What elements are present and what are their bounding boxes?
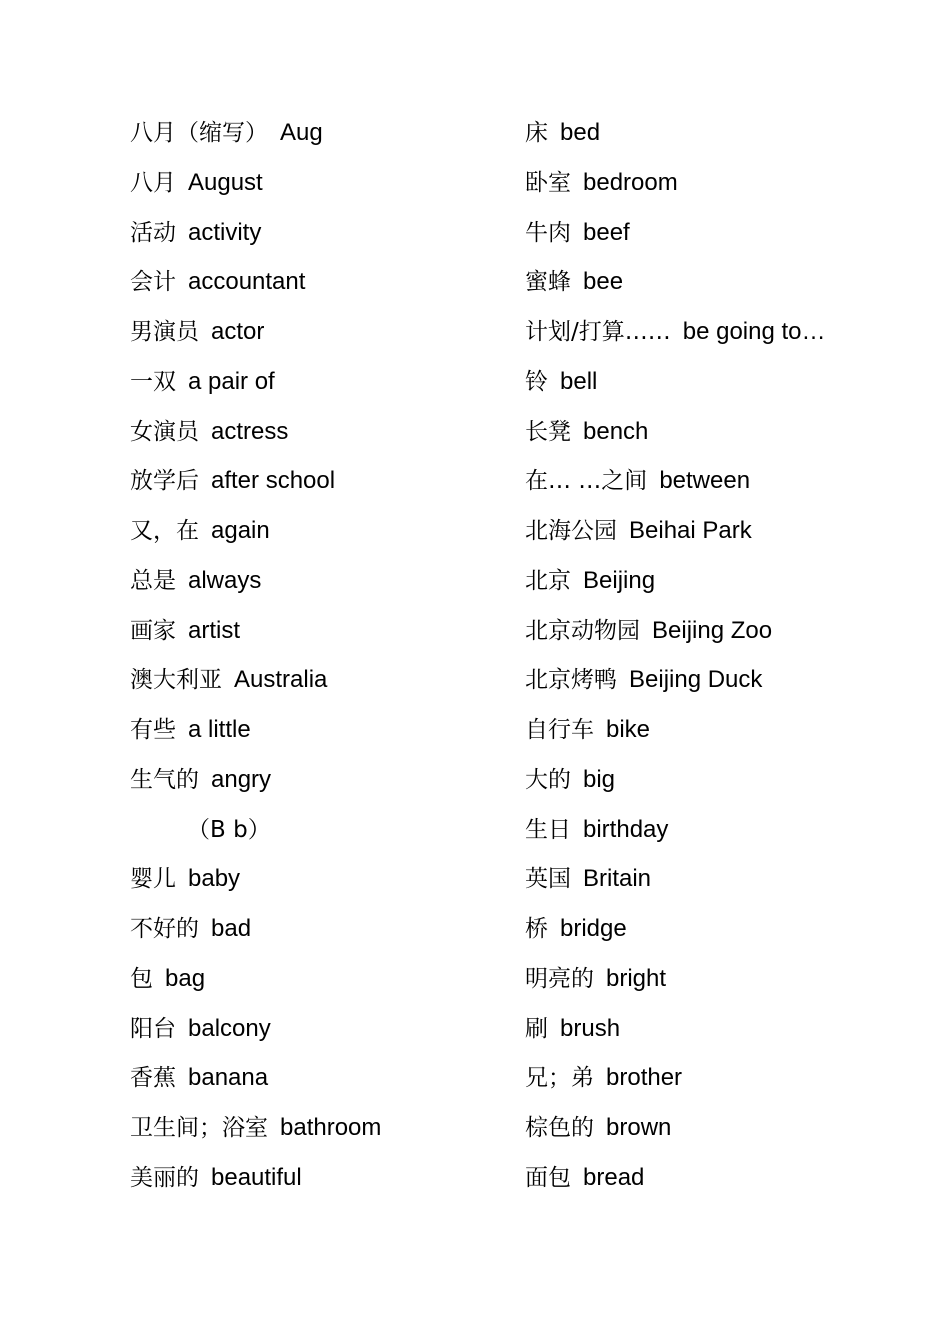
english-term: between	[659, 467, 751, 495]
english-term: actress	[211, 417, 289, 445]
chinese-term: 大的	[525, 766, 571, 793]
chinese-term: 一双	[130, 368, 176, 395]
english-term: activity	[188, 218, 262, 246]
english-term: bright	[606, 964, 667, 992]
chinese-term: 北海公园	[525, 518, 617, 544]
vocab-entry	[130, 512, 500, 562]
chinese-term: 北京	[525, 567, 571, 594]
chinese-term: 北京烤鸭	[525, 667, 617, 694]
section-heading-label: （B b）	[187, 816, 271, 843]
english-term: bike	[606, 716, 651, 743]
chinese-term: 画家	[130, 617, 176, 644]
chinese-term: 生日	[525, 816, 571, 843]
english-term: after school	[211, 467, 336, 495]
vocab-entry	[130, 1109, 500, 1159]
vocabulary-column-right	[525, 114, 925, 1209]
english-term: bench	[583, 417, 649, 445]
vocab-entry	[525, 1010, 925, 1060]
chinese-term: 兄；弟	[525, 1065, 594, 1092]
vocab-entry	[525, 661, 925, 711]
english-term: a little	[188, 716, 251, 743]
vocab-entry	[525, 960, 925, 1010]
chinese-term: 阳台	[130, 1015, 176, 1042]
chinese-term: 明亮的	[525, 965, 594, 992]
english-term: Beijing	[583, 566, 656, 594]
english-term: bell	[560, 367, 598, 395]
chinese-term: 八月	[130, 169, 176, 196]
vocab-entry	[130, 1159, 500, 1209]
chinese-term: 生气的	[130, 766, 199, 793]
vocab-entry	[525, 1109, 925, 1159]
vocab-entry	[130, 114, 500, 164]
english-term: birthday	[583, 815, 669, 843]
chinese-term: 婴儿	[130, 866, 176, 893]
chinese-term: 男演员	[130, 319, 199, 345]
english-term: angry	[211, 765, 272, 793]
chinese-term: 女演员	[130, 418, 199, 445]
vocab-entry	[525, 263, 925, 313]
chinese-term: 床	[525, 120, 548, 146]
chinese-term: 计划/打算……	[525, 319, 671, 345]
vocab-entry	[525, 612, 925, 662]
vocab-entry	[525, 711, 925, 761]
vocabulary-column-left	[130, 114, 500, 1209]
english-term: bedroom	[583, 168, 678, 196]
vocab-entry	[130, 761, 500, 811]
chinese-term: 总是	[130, 567, 176, 594]
chinese-term: 棕色的	[525, 1115, 594, 1141]
english-term: brush	[560, 1014, 621, 1042]
english-term: Beihai Park	[629, 517, 752, 544]
vocab-entry	[130, 214, 500, 264]
vocab-entry	[525, 910, 925, 960]
vocab-entry	[130, 413, 500, 463]
chinese-term: 面包	[525, 1164, 571, 1191]
english-term: bathroom	[280, 1114, 382, 1141]
chinese-term: 不好的	[130, 916, 199, 942]
chinese-term: 牛肉	[525, 219, 571, 246]
vocab-entry	[130, 860, 500, 910]
english-term: Beijing Zoo	[652, 616, 773, 644]
vocab-entry	[525, 860, 925, 910]
chinese-term: 活动	[130, 219, 176, 246]
vocab-entry	[525, 413, 925, 463]
vocab-entry	[525, 761, 925, 811]
english-term: beautiful	[211, 1163, 302, 1191]
chinese-term: 卧室	[525, 169, 571, 196]
chinese-term: 有些	[130, 717, 176, 743]
english-term: Britain	[583, 865, 652, 893]
english-term: big	[583, 765, 616, 793]
english-term: artist	[188, 616, 241, 644]
vocab-entry	[525, 164, 925, 214]
english-term: always	[188, 566, 262, 594]
vocab-entry	[525, 512, 925, 562]
english-term: bad	[211, 915, 252, 942]
chinese-term: 澳大利亚	[130, 667, 222, 694]
vocab-entry	[130, 462, 500, 512]
english-term: beef	[583, 218, 630, 246]
chinese-term: 长凳	[525, 418, 571, 445]
vocab-entry	[130, 1059, 500, 1109]
english-term: bread	[583, 1163, 645, 1191]
english-term: bag	[165, 964, 206, 992]
chinese-term: 铃	[525, 368, 548, 395]
chinese-term: 刷	[525, 1015, 548, 1042]
english-term: brown	[606, 1114, 672, 1141]
chinese-term: 卫生间；浴室	[130, 1115, 268, 1141]
english-term: bridge	[560, 915, 627, 942]
english-term: banana	[188, 1064, 269, 1092]
chinese-term: 放学后	[130, 468, 199, 495]
vocab-entry	[525, 811, 925, 861]
vocab-entry	[130, 313, 500, 363]
english-term: baby	[188, 865, 241, 893]
vocab-entry	[130, 612, 500, 662]
vocab-entry	[130, 562, 500, 612]
chinese-term: 蜜蜂	[525, 269, 571, 296]
english-term: a pair of	[188, 367, 275, 395]
english-term: bee	[583, 268, 624, 296]
vocab-entry	[525, 562, 925, 612]
chinese-term: 八月（缩写）	[130, 120, 268, 146]
vocab-entry	[525, 1159, 925, 1209]
vocab-entry	[525, 114, 925, 164]
chinese-term: 在… …之间	[525, 468, 648, 495]
chinese-term: 又，在	[130, 518, 199, 544]
chinese-term: 包	[130, 965, 153, 992]
english-term: Australia	[234, 666, 328, 694]
vocab-entry	[525, 363, 925, 413]
vocab-entry	[130, 164, 500, 214]
chinese-term: 英国	[525, 866, 571, 893]
chinese-term: 自行车	[525, 717, 594, 743]
vocab-entry	[525, 1059, 925, 1109]
section-heading	[130, 811, 500, 861]
chinese-term: 香蕉	[130, 1065, 176, 1092]
vocab-entry	[525, 313, 925, 363]
english-term: actor	[211, 318, 265, 345]
english-term: bed	[560, 119, 601, 146]
vocab-entry	[130, 711, 500, 761]
vocab-entry	[130, 960, 500, 1010]
chinese-term: 北京动物园	[525, 617, 640, 644]
vocab-entry	[130, 661, 500, 711]
english-term: accountant	[188, 268, 306, 296]
english-term: Aug	[280, 119, 323, 146]
chinese-term: 会计	[130, 269, 176, 296]
vocab-entry	[130, 363, 500, 413]
chinese-term: 桥	[525, 916, 548, 942]
english-term: Beijing Duck	[629, 666, 763, 694]
english-term: August	[188, 168, 263, 196]
vocab-entry	[525, 214, 925, 264]
vocab-entry	[130, 1010, 500, 1060]
english-term: be going to…	[682, 318, 826, 345]
vocab-entry	[525, 462, 925, 512]
vocab-entry	[130, 263, 500, 313]
english-term: again	[211, 517, 270, 544]
vocab-entry	[130, 910, 500, 960]
english-term: balcony	[188, 1014, 271, 1042]
chinese-term: 美丽的	[130, 1164, 199, 1191]
english-term: brother	[606, 1064, 683, 1092]
